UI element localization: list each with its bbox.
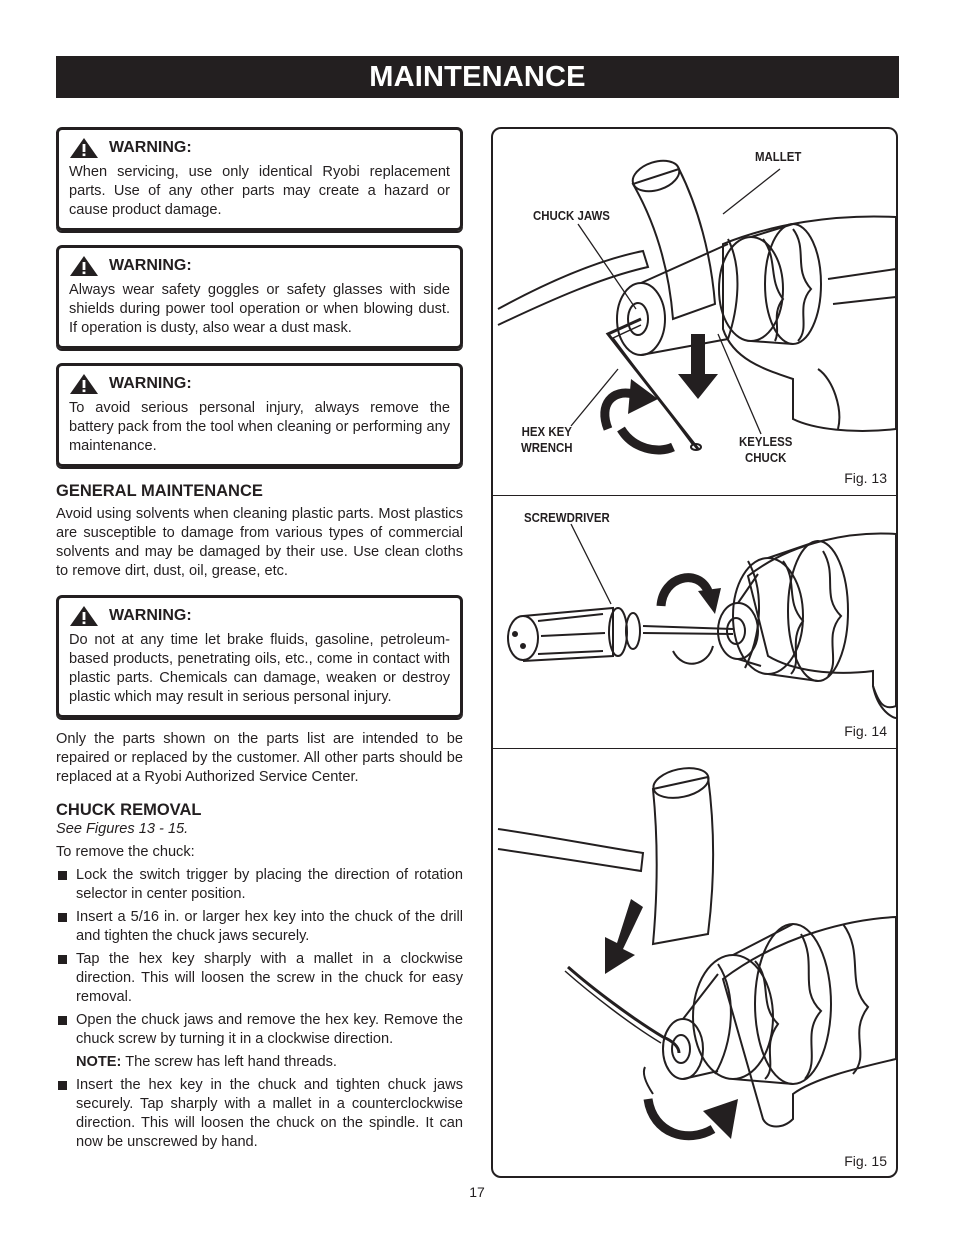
figure-13 bbox=[493, 129, 896, 495]
screwdriver-illustration bbox=[493, 496, 896, 748]
note-text bbox=[56, 1053, 463, 1072]
warning-title: WARNING: bbox=[109, 607, 192, 624]
figure-14 bbox=[493, 496, 896, 748]
callout-hex-key-line1: HEX KEY bbox=[521, 424, 572, 439]
note-label: NOTE: bbox=[76, 1054, 122, 1070]
figure-15-label: Fig. 15 bbox=[844, 1153, 887, 1169]
callout-keyless-chuck bbox=[739, 434, 792, 466]
warning-box-battery bbox=[56, 363, 463, 467]
warning-box-safety-goggles bbox=[56, 245, 463, 349]
warning-box-chemicals bbox=[56, 595, 463, 718]
callout-screwdriver: SCREWDRIVER bbox=[524, 510, 610, 525]
callout-mallet: MALLET bbox=[755, 149, 802, 164]
figure-14-label: Fig. 14 bbox=[844, 723, 887, 739]
chuck-removal-steps bbox=[56, 866, 463, 1049]
callout-hex-key-wrench bbox=[521, 424, 572, 456]
page-number: 17 bbox=[469, 1184, 485, 1200]
figure-13-label: Fig. 13 bbox=[844, 470, 887, 486]
chuck-removal-heading: CHUCK REMOVAL bbox=[56, 801, 202, 819]
callout-chuck-jaws: CHUCK JAWS bbox=[533, 208, 610, 223]
general-maintenance-heading: GENERAL MAINTENANCE bbox=[56, 482, 263, 500]
warning-title: WARNING: bbox=[109, 257, 192, 274]
hex-key-mallet-illustration bbox=[493, 749, 896, 1178]
warning-text: Always wear safety goggles or safety glasses with side shields during power tool operation or when blowing dust. If operation is dusty, also wear a dust mask. bbox=[69, 282, 450, 336]
general-maintenance-paragraph: Avoid using solvents when cleaning plastic parts. Most plastics are susceptible to damage from various types of commercial solvents and may be damaged by their use. Use clean cloths to remove dirt, dust, oil, grease, etc. bbox=[56, 506, 463, 579]
figures-frame bbox=[491, 127, 898, 1178]
left-column bbox=[56, 127, 463, 1152]
chuck-intro-text: To remove the chuck: bbox=[56, 844, 195, 860]
warning-text: Do not at any time let brake fluids, gasoline, petroleum-based products, penetrating oils, etc., come in contact with plastic parts. Chemicals can damage, weaken or destroy plastic which may result in serious personal injury. bbox=[69, 632, 450, 705]
figure-15 bbox=[493, 749, 896, 1178]
warning-triangle-icon bbox=[69, 605, 99, 627]
warning-text: To avoid serious personal injury, always remove the battery pack from the tool when cleaning or performing any maintenance. bbox=[69, 400, 450, 454]
warning-triangle-icon bbox=[69, 255, 99, 277]
callout-keyless-line2: CHUCK bbox=[745, 450, 787, 465]
warning-triangle-icon bbox=[69, 137, 99, 159]
callout-keyless-line1: KEYLESS bbox=[739, 434, 793, 449]
callout-hex-key-line2: WRENCH bbox=[521, 440, 573, 455]
warning-title: WARNING: bbox=[109, 139, 192, 156]
list-item: Tap the hex key sharply with a mallet in a clockwise direction. This will loosen the screw in the chuck for easy removal. bbox=[56, 950, 463, 1007]
parts-list-paragraph: Only the parts shown on the parts list are intended to be repaired or replaced by the customer. All other parts should be replaced at a Ryobi Authorized Service Center. bbox=[56, 731, 463, 785]
warning-title: WARNING: bbox=[109, 375, 192, 392]
warning-triangle-icon bbox=[69, 373, 99, 395]
page-title: MAINTENANCE bbox=[56, 56, 899, 98]
warning-text: When servicing, use only identical Ryobi replacement parts. Use of any other parts may create a hazard or cause product damage. bbox=[69, 164, 450, 218]
list-item: Insert the hex key in the chuck and tighten chuck jaws securely. Tap sharply with a mallet in a counterclockwise direction. This will loosen the chuck on the spindle. It can now be unscrewed by hand. bbox=[56, 1076, 463, 1152]
list-item: Insert a 5/16 in. or larger hex key into the chuck of the drill and tighten the chuck jaws securely. bbox=[56, 908, 463, 946]
list-item: Lock the switch trigger by placing the direction of rotation selector in center position. bbox=[56, 866, 463, 904]
note-body: The screw has left hand threads. bbox=[121, 1054, 337, 1070]
see-figures-text: See Figures 13 - 15. bbox=[56, 821, 189, 837]
list-item: Open the chuck jaws and remove the hex key. Remove the chuck screw by turning it in a clockwise direction. bbox=[56, 1011, 463, 1049]
warning-box-replacement-parts bbox=[56, 127, 463, 231]
